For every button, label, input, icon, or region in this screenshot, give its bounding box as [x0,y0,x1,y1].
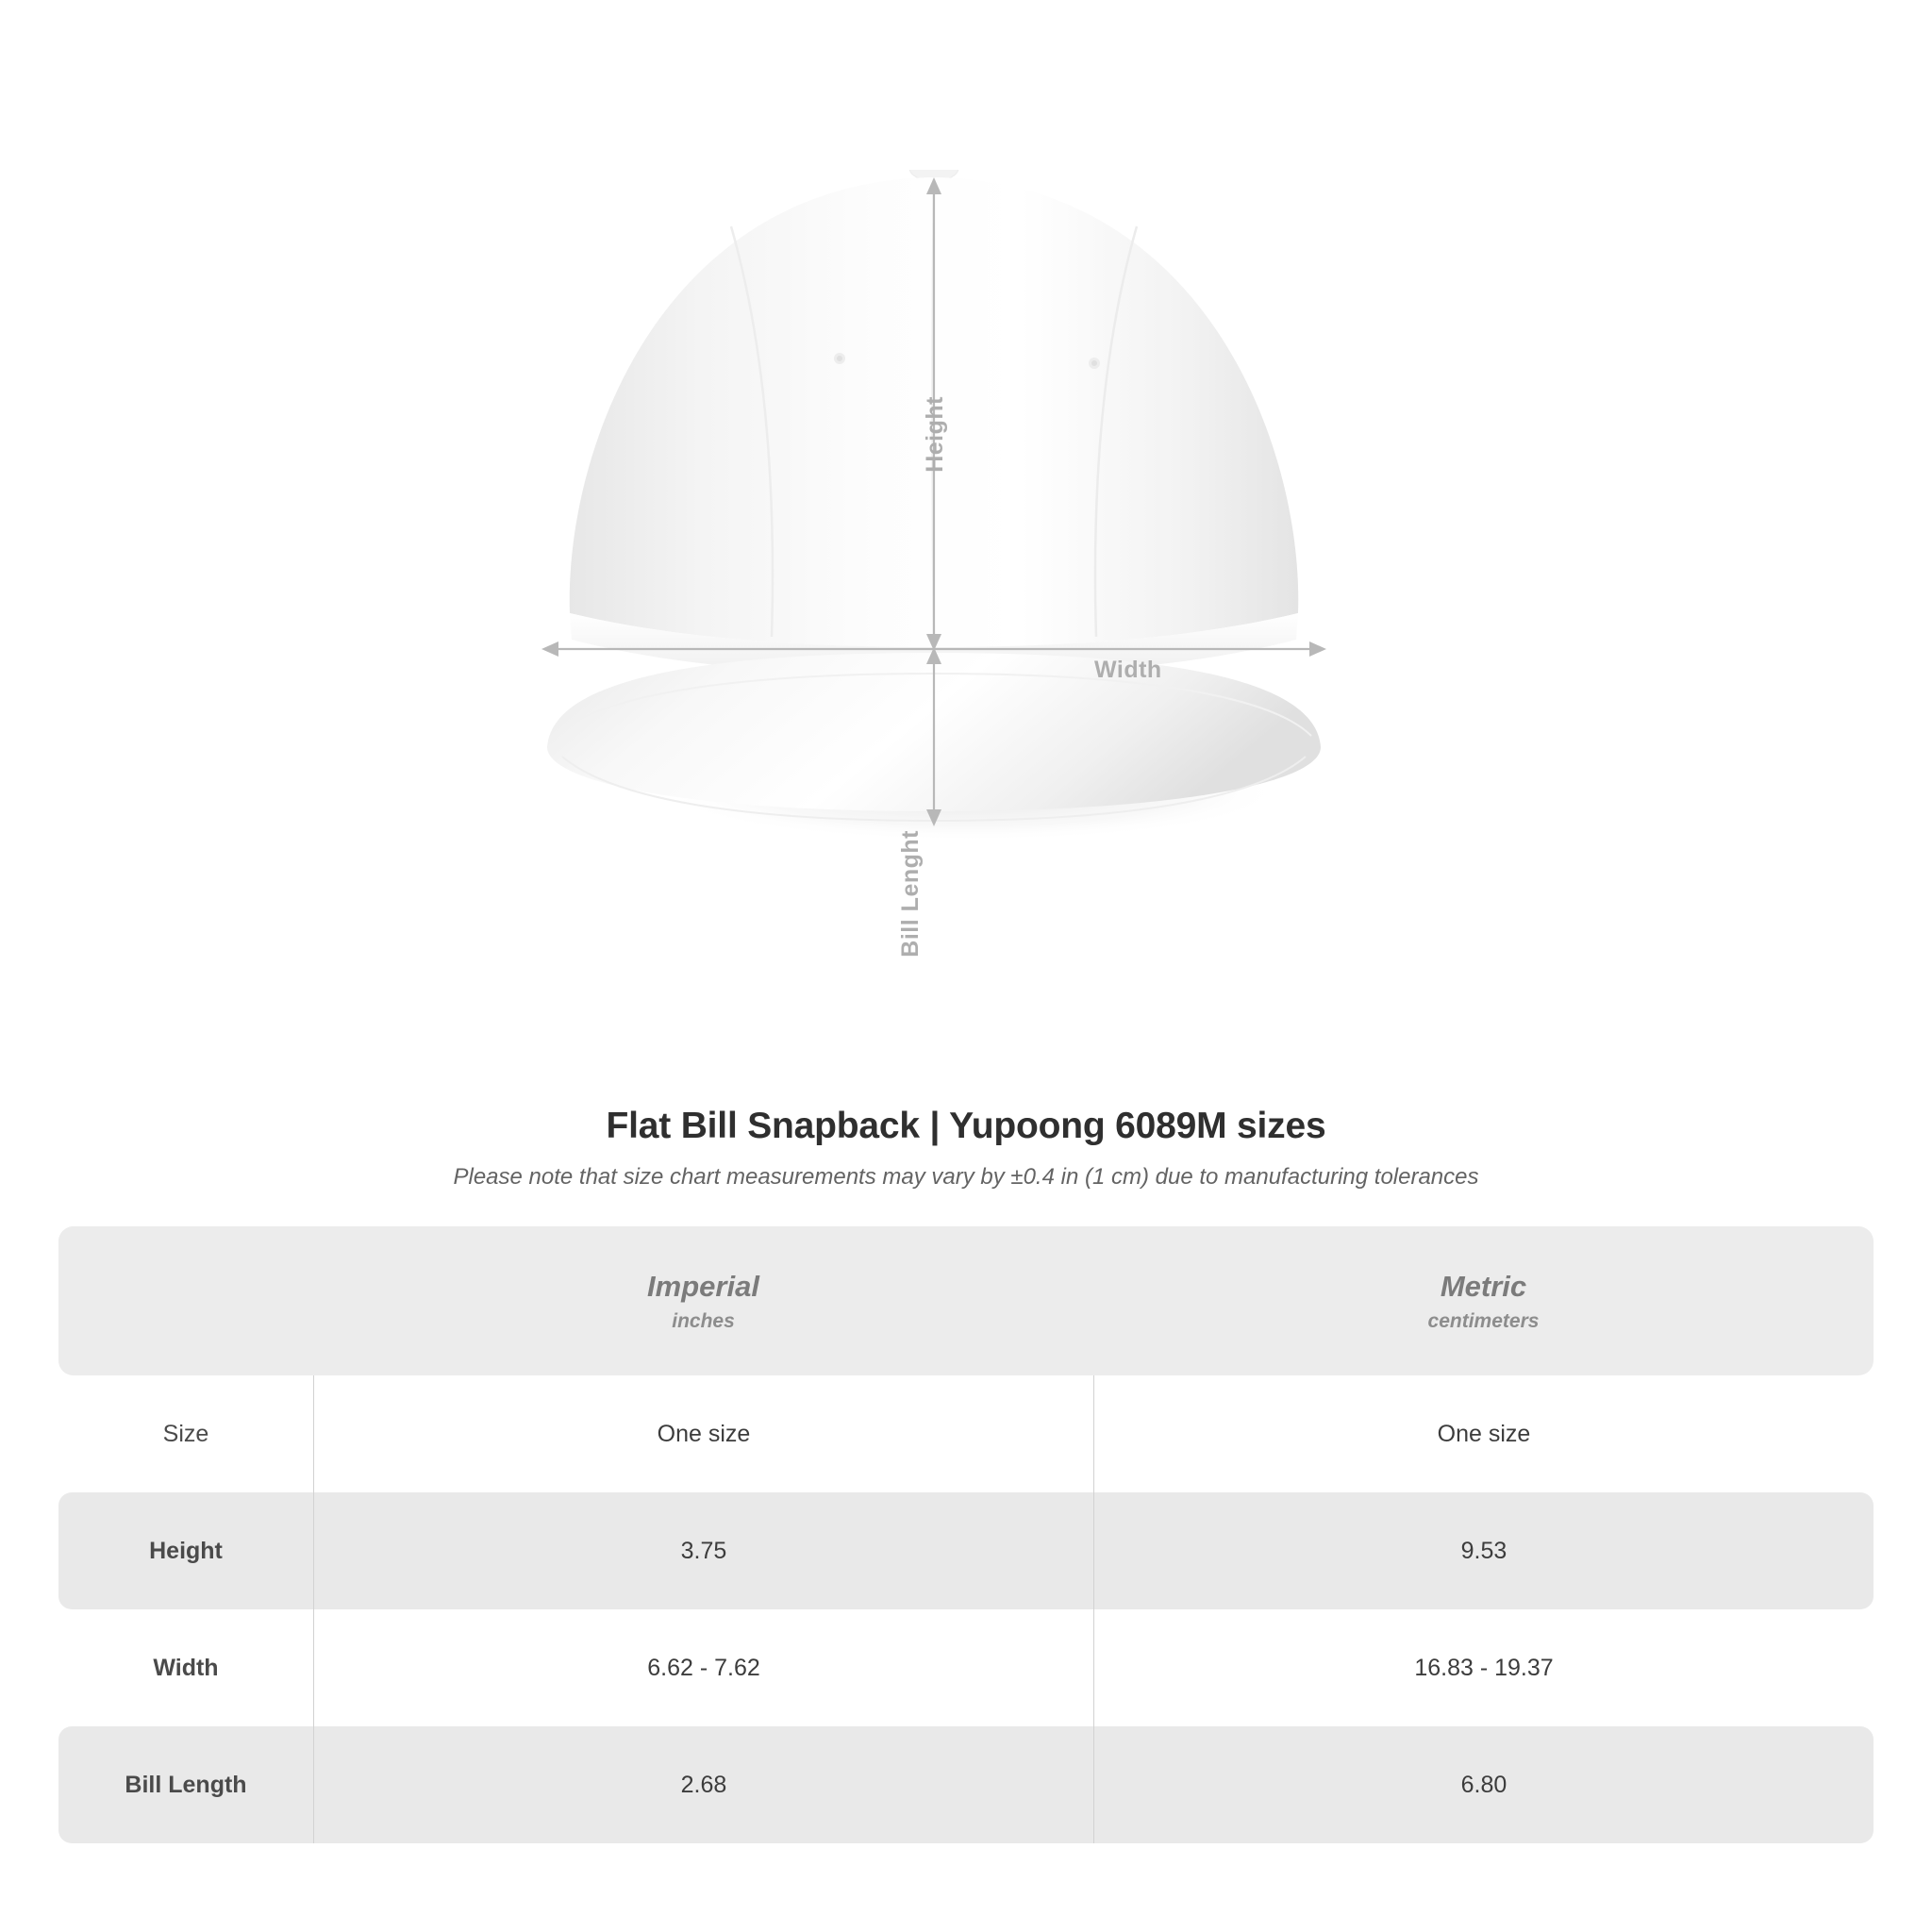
imperial-unit-sub: inches [672,1309,735,1332]
title-block [0,1106,1932,1191]
bill-length-dimension-label [898,830,923,958]
row-value-size-metric: One size [1093,1375,1874,1492]
metric-unit-sub: centimeters [1427,1309,1540,1332]
table-row [58,1375,1874,1492]
row-label-size: Size [58,1375,313,1492]
row-value-size-imperial: One size [313,1375,1093,1492]
row-value-bill-length-imperial: 2.68 [313,1726,1093,1843]
hat-svg [528,170,1377,953]
bill-length-label-line1: Bill [897,918,924,958]
table-row [58,1726,1874,1843]
imperial-unit-name: Imperial [647,1270,759,1304]
hat-illustration [528,170,1377,953]
tolerance-note: Please note that size chart measurements may vary by ±0.4 in (1 cm) due to manufacturing tolerances [453,1164,1479,1190]
row-value-width-imperial: 6.62 - 7.62 [313,1609,1093,1726]
table-header-blank [58,1226,313,1375]
table-row [58,1609,1874,1726]
table-header-row [58,1226,1874,1375]
table-row [58,1492,1874,1609]
width-dimension-label: Width [1094,657,1162,683]
size-table-wrapper [58,1226,1874,1843]
row-label-height: Height [58,1492,313,1609]
row-label-width: Width [58,1609,313,1726]
row-value-bill-length-metric: 6.80 [1093,1726,1874,1843]
bill-length-label-line2: Lenght [897,830,924,912]
page-title: Flat Bill Snapback | Yupoong 6089M sizes [606,1106,1326,1146]
row-value-height-imperial: 3.75 [313,1492,1093,1609]
table-header-metric [1093,1226,1874,1375]
row-label-bill-length: Bill Length [58,1726,313,1843]
table-header-imperial [313,1226,1093,1375]
row-value-width-metric: 16.83 - 19.37 [1093,1609,1874,1726]
row-value-height-metric: 9.53 [1093,1492,1874,1609]
size-table [58,1226,1874,1843]
metric-unit-name: Metric [1440,1270,1527,1304]
height-dimension-label: Height [922,396,948,473]
